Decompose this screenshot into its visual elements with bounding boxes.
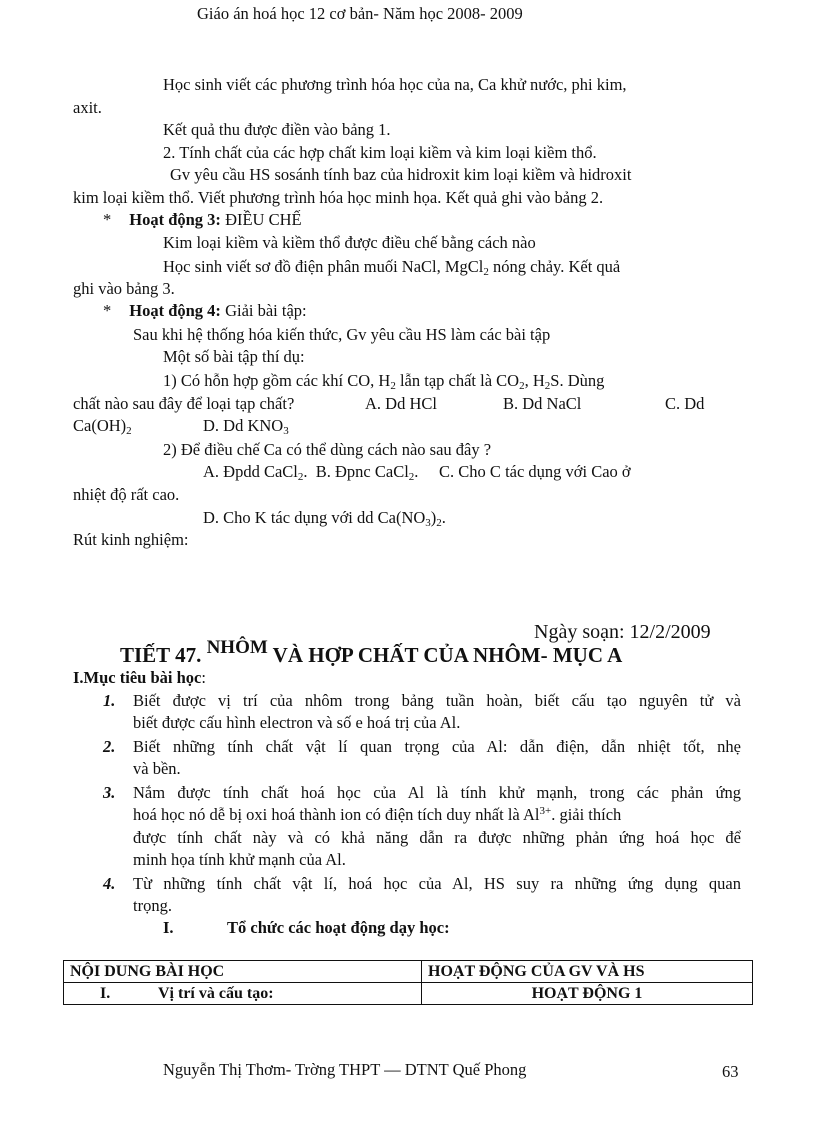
subscript: 2: [390, 380, 396, 392]
para-line: Một số bài tập thí dụ:: [163, 347, 305, 366]
row-title: Vị trí và cấu tạo:: [158, 984, 274, 1002]
text: .: [414, 462, 440, 481]
objective-number: 2.: [103, 737, 116, 756]
question-1-line-1: [163, 371, 604, 391]
option-c: C. Dd: [665, 394, 705, 413]
footer-author: Nguyễn Thị Thơm- Trờng THPT — DTNT Quế Phong: [163, 1060, 527, 1079]
section-title: Tổ chức các hoạt động dạy học:: [227, 918, 450, 937]
activity-title: ĐIỀU CHẾ: [220, 210, 302, 229]
para-line: kim loại kiềm thổ. Viết phương trình hóa học minh họa. Kết quả ghi vào bảng 2.: [73, 188, 604, 207]
text: D. Cho K tác dụng với dd Ca(NO: [203, 508, 426, 527]
option-b: B. Dd NaCl: [503, 394, 582, 413]
superscript: 3+: [539, 805, 552, 817]
lesson-table: [63, 960, 753, 1005]
para-line: ghi vào bảng 3.: [73, 279, 175, 298]
activity-3-heading: [103, 210, 302, 230]
lesson-title-word: NHÔM: [206, 637, 268, 658]
objective-number: 3.: [103, 783, 116, 802]
table-header-cell: NỘI DUNG BÀI HỌC: [64, 961, 422, 983]
activity-label: Hoạt động 4:: [129, 301, 221, 320]
subscript: 2: [297, 471, 304, 483]
section-number: I.: [163, 918, 174, 937]
page-header: Giáo án hoá học 12 cơ bản- Năm học 2008- 2009: [197, 4, 523, 23]
table-header-row: [64, 961, 753, 983]
option-b: B. Đpnc CaCl: [315, 462, 409, 481]
page-number: 63: [722, 1062, 739, 1081]
bullet: *: [103, 301, 112, 320]
option-a: A. Dd HCl: [365, 394, 437, 413]
objective-text: Biết những tính chất vật lí quan trọng của Al: dẫn điện, dẫn nhiệt tốt, nhẹ: [133, 737, 741, 756]
para-line: Học sinh viết các phương trình hóa học của na, Ca khử nước, phi kim,: [163, 75, 627, 94]
activity-label: Hoạt động 3:: [129, 210, 221, 229]
text: I.Mục tiêu bài học: [73, 668, 202, 687]
objective-text: được tính chất này và có khả năng dẫn ra được những phản ứng hoá học để: [133, 828, 741, 847]
question-2: 2) Để điều chế Ca có thể dùng cách nào sau đây ?: [163, 440, 492, 459]
text: .: [303, 462, 316, 481]
objective-text: [133, 805, 621, 825]
activity-4-heading: [103, 301, 307, 321]
table-header-cell: HOẠT ĐỘNG CỦA GV VÀ HS: [422, 961, 753, 983]
text: lẫn tạp chất là CO: [395, 371, 520, 390]
option-d: [203, 508, 446, 528]
objectives-title: [73, 668, 206, 688]
table-cell: [64, 983, 422, 1005]
option-d: [203, 416, 289, 436]
subscript: 2: [519, 380, 525, 392]
question-2-options: [203, 462, 631, 482]
text: Học sinh viết sơ đồ điện phân muối NaCl, MgCl: [163, 257, 484, 276]
text: hoá học nó dễ bị oxi hoá thành ion có điện tích duy nhất là Al: [133, 805, 540, 824]
subscript: 2: [483, 266, 489, 278]
para-line: Kết quả thu được điền vào bảng 1.: [163, 120, 391, 139]
bullet: *: [103, 210, 112, 229]
objective-text: Biết được vị trí của nhôm trong bảng tuần hoàn, biết cấu tạo nguyên tử và: [133, 691, 741, 710]
date: Ngày soạn: 12/2/2009: [534, 621, 711, 643]
subscript: 2: [126, 425, 132, 437]
subscript: 2: [544, 380, 551, 392]
text: S. Dùng: [550, 371, 605, 390]
text: .: [441, 508, 446, 527]
text: . giải thích: [551, 805, 622, 824]
para-line: [163, 257, 620, 277]
objective-number: 4.: [103, 874, 116, 893]
objective-number: 1.: [103, 691, 116, 710]
objective-text: Từ những tính chất vật lí, hoá học của Al, HS suy ra những ứng dụng quan: [133, 874, 741, 893]
text: ): [430, 508, 437, 527]
lesson-number: TIẾT 47.: [120, 643, 202, 667]
question-1-line-3: [73, 416, 132, 436]
para-line: axit.: [73, 98, 102, 117]
option-c: C. Cho C tác dụng với Cao ở: [439, 462, 631, 481]
table-cell: HOẠT ĐỘNG 1: [422, 983, 753, 1005]
lesson-title-rest: VÀ HỢP CHẤT CỦA NHÔM- MỤC A: [267, 643, 623, 667]
subscript: 2: [436, 517, 442, 529]
text: D. Dd KNO: [203, 416, 284, 435]
objective-text: biết được cấu hình electron và số e hoá trị của Al.: [133, 713, 461, 732]
text: nóng chảy. Kết quả: [488, 257, 621, 276]
objective-text: và bền.: [133, 759, 181, 778]
para-line: Kim loại kiềm và kiềm thổ được điều chế bằng cách nào: [163, 233, 536, 252]
para-line: Sau khi hệ thống hóa kiến thức, Gv yêu cầu HS làm các bài tập: [133, 325, 551, 344]
para-line: nhiệt độ rất cao.: [73, 485, 180, 504]
option-a: A. Đpdd CaCl: [203, 462, 298, 481]
review-label: Rút kinh nghiệm:: [73, 530, 189, 549]
question-1-line-2: chất nào sau đây để loại tạp chất?: [73, 394, 295, 413]
subscript: 3: [425, 517, 431, 529]
text: Ca(OH): [73, 416, 127, 435]
text: :: [201, 668, 206, 687]
text: 1) Có hỗn hợp gồm các khí CO, H: [163, 371, 391, 390]
subscript: 3: [283, 425, 289, 437]
objective-text: trọng.: [133, 896, 172, 915]
activity-title: Giải bài tập:: [220, 301, 307, 320]
para-line: Gv yêu cầu HS sosánh tính baz của hidroxit kim loại kiềm và hidroxit: [170, 165, 632, 184]
objective-text: minh họa tính khử mạnh của Al.: [133, 850, 346, 869]
para-line: 2. Tính chất của các hợp chất kim loại kiềm và kim loại kiềm thổ.: [163, 143, 597, 162]
table-row: [64, 983, 753, 1005]
row-number: I.: [100, 984, 111, 1002]
text: , H: [524, 371, 545, 390]
objective-text: Nắm được tính chất hoá học của Al là tính khử mạnh, trong các phản ứng: [133, 783, 741, 802]
subscript: 2: [408, 471, 415, 483]
